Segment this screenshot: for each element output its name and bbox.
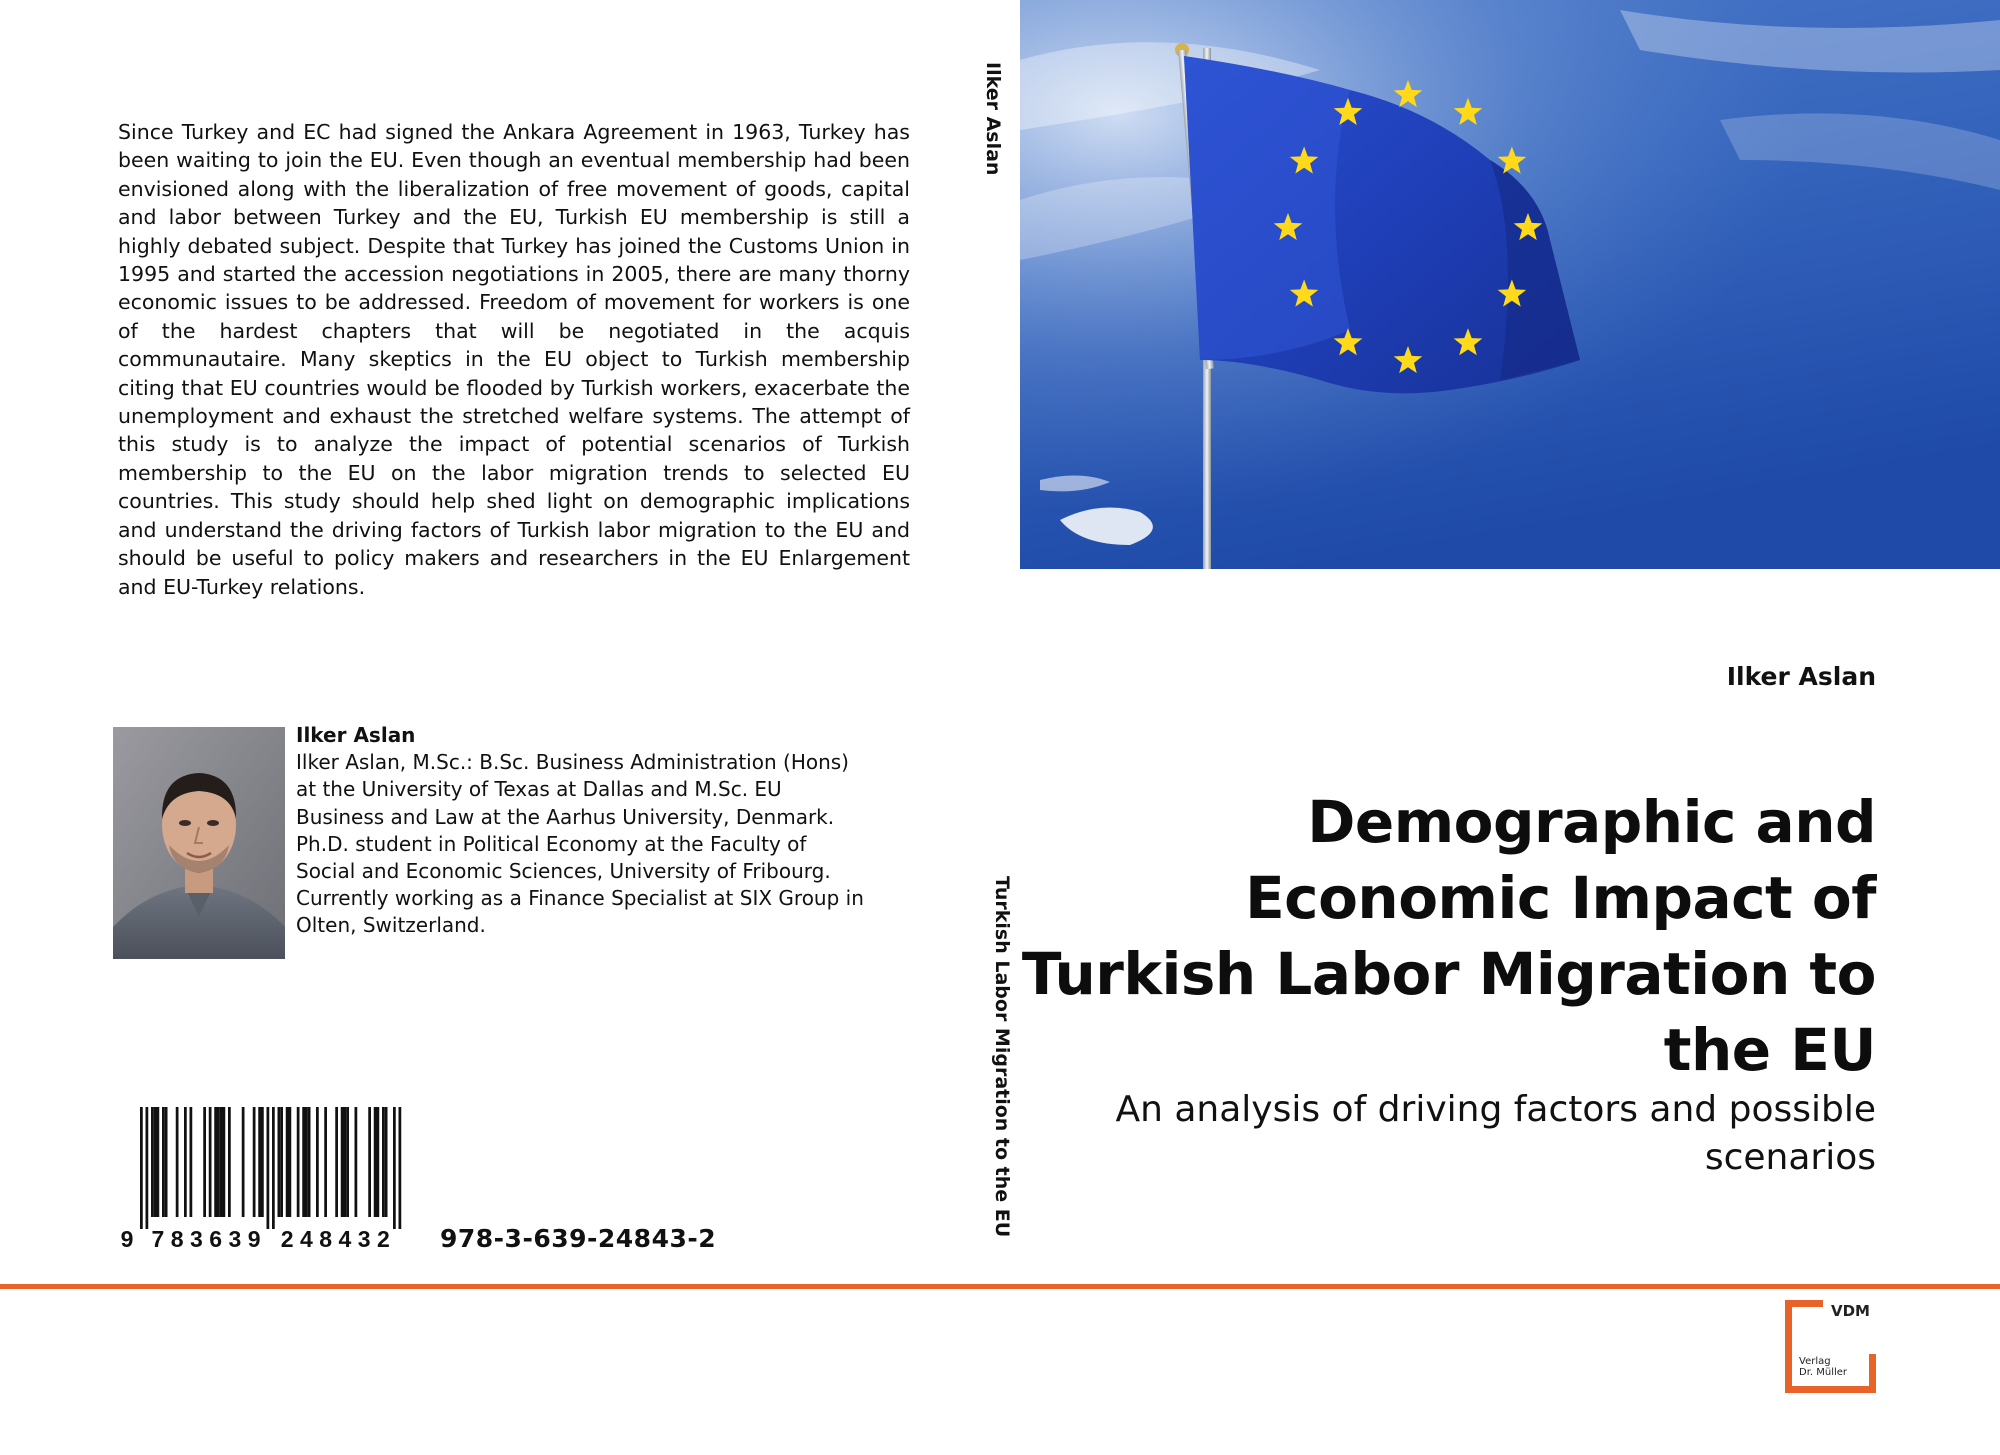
- barcode-digit: 3: [228, 1226, 242, 1252]
- barcode-bar: [184, 1107, 187, 1217]
- author-bio-text: Ilker Aslan, M.Sc.: B.Sc. Business Administration (Hons) at the University of Texas at Dallas and M.Sc. EU Business and Law at the Aarhus University, Denmark. Ph.D. student in Political Economy at the Faculty of Social and Economic Sciences, University of Fribourg. Currently working as a Finance Specialist at SIX Group in Olten, Switzerland.: [296, 750, 864, 938]
- barcode-bar: [316, 1107, 319, 1217]
- barcode-bar: [324, 1107, 327, 1217]
- back-cover-blurb: Since Turkey and EC had signed the Ankara Agreement in 1963, Turkey has been waiting to join the EU. Even though an eventual membership had been envisioned along with the liberalization of free movement of goods, capital and labor between Turkey and the EU, Turkish EU membership is still a highly debated subject. Despite that Turkey has joined the Customs Union in 1995 and started the accession negotiations in 2005, there are many thorny economic issues to be addressed. Freedom of movement for workers is one of the hardest chapters that will be negotiated in the acquis communautaire. Many skeptics in the EU object to Turkish membership citing that EU countries would be flooded by Turkish workers, exacerbate the unemployment and exhaust the stretched welfare systems. The attempt of this study is to analyze the impact of potential scenarios of Turkish membership to the EU on the labor migration trends to selected EU countries. This study should help shed light on demographic implications and understand the driving factors of Turkish labor migration to the EU and should be useful to policy makers and researchers in the EU Enlargement and EU-Turkey relations.: [118, 120, 910, 599]
- orange-divider: [0, 1284, 2000, 1289]
- barcode-digit: 9: [120, 1226, 134, 1252]
- barcode-bar: [341, 1107, 344, 1217]
- barcode-digit: 3: [189, 1226, 203, 1252]
- publisher-logo-text: VDM: [1831, 1302, 1870, 1320]
- barcode-bar: [399, 1107, 402, 1229]
- barcode-bar: [242, 1107, 245, 1217]
- barcode-digit: 4: [338, 1226, 352, 1252]
- barcode-bar: [162, 1107, 165, 1217]
- barcode-bar: [385, 1107, 388, 1217]
- barcode-bar: [258, 1107, 261, 1217]
- barcode-bar: [297, 1107, 300, 1217]
- barcode-bar: [223, 1107, 226, 1217]
- barcode-bar: [302, 1107, 305, 1217]
- barcode-bar: [368, 1107, 371, 1217]
- barcode-bar: [165, 1107, 168, 1217]
- barcode-bar: [154, 1107, 157, 1217]
- barcode-digit: 2: [376, 1226, 390, 1252]
- spine-author: Ilker Aslan: [982, 62, 1004, 176]
- barcode-bar: [228, 1107, 231, 1217]
- barcode-bar: [382, 1107, 385, 1217]
- publisher-logo-subtext: Verlag Dr. Müller: [1799, 1356, 1848, 1378]
- barcode-digit: 9: [247, 1226, 261, 1252]
- barcode-digit: 4: [299, 1226, 313, 1252]
- barcode-bar: [335, 1107, 338, 1217]
- barcode-bar: [305, 1107, 308, 1217]
- author-bio: [296, 722, 866, 940]
- barcode-bar: [203, 1107, 206, 1217]
- barcode-digit: 6: [209, 1226, 223, 1252]
- barcode-bar: [146, 1107, 149, 1229]
- barcode-bar: [286, 1107, 289, 1217]
- barcode-bar: [267, 1107, 270, 1229]
- barcode-digit: 8: [170, 1226, 184, 1252]
- barcode-digit: 3: [357, 1226, 371, 1252]
- barcode-bar: [190, 1107, 193, 1217]
- barcode-bar: [214, 1107, 217, 1217]
- author-photo: [113, 727, 285, 959]
- barcode-bar: [280, 1107, 283, 1217]
- barcode-bar: [393, 1107, 396, 1229]
- barcode-bar: [217, 1107, 220, 1217]
- book-subtitle: An analysis of driving factors and possible scenarios: [1115, 1089, 1876, 1178]
- publisher-logo: [1783, 1298, 1878, 1395]
- front-author: Ilker Aslan: [1726, 662, 1876, 691]
- barcode-bar: [272, 1107, 275, 1229]
- barcode-bar: [289, 1107, 292, 1217]
- barcode-bar: [220, 1107, 223, 1217]
- barcode-bar: [176, 1107, 179, 1217]
- spine-title: Turkish Labor Migration to the EU: [991, 876, 1013, 1238]
- barcode-digit: 7: [151, 1226, 165, 1252]
- author-bio-name: Ilker Aslan: [296, 723, 416, 747]
- barcode: [118, 1107, 418, 1252]
- eu-flag-photo: [1020, 0, 2000, 569]
- barcode-bar: [355, 1107, 358, 1217]
- barcode-bar: [253, 1107, 256, 1217]
- barcode-bar: [344, 1107, 347, 1217]
- barcode-bar: [140, 1107, 143, 1229]
- barcode-bar: [377, 1107, 380, 1217]
- barcode-bar: [209, 1107, 212, 1217]
- barcode-bar: [278, 1107, 281, 1217]
- barcode-bar: [151, 1107, 154, 1217]
- barcode-bar: [308, 1107, 311, 1217]
- isbn-number: 978-3-639-24843-2: [440, 1224, 717, 1253]
- book-title: Demographic and Economic Impact of Turkish Labor Migration to the EU: [1021, 788, 1876, 1084]
- barcode-bar: [157, 1107, 160, 1217]
- barcode-bar: [346, 1107, 349, 1217]
- barcode-digit: 8: [319, 1226, 333, 1252]
- barcode-bar: [261, 1107, 264, 1217]
- barcode-digit: 2: [280, 1226, 294, 1252]
- barcode-bar: [374, 1107, 377, 1217]
